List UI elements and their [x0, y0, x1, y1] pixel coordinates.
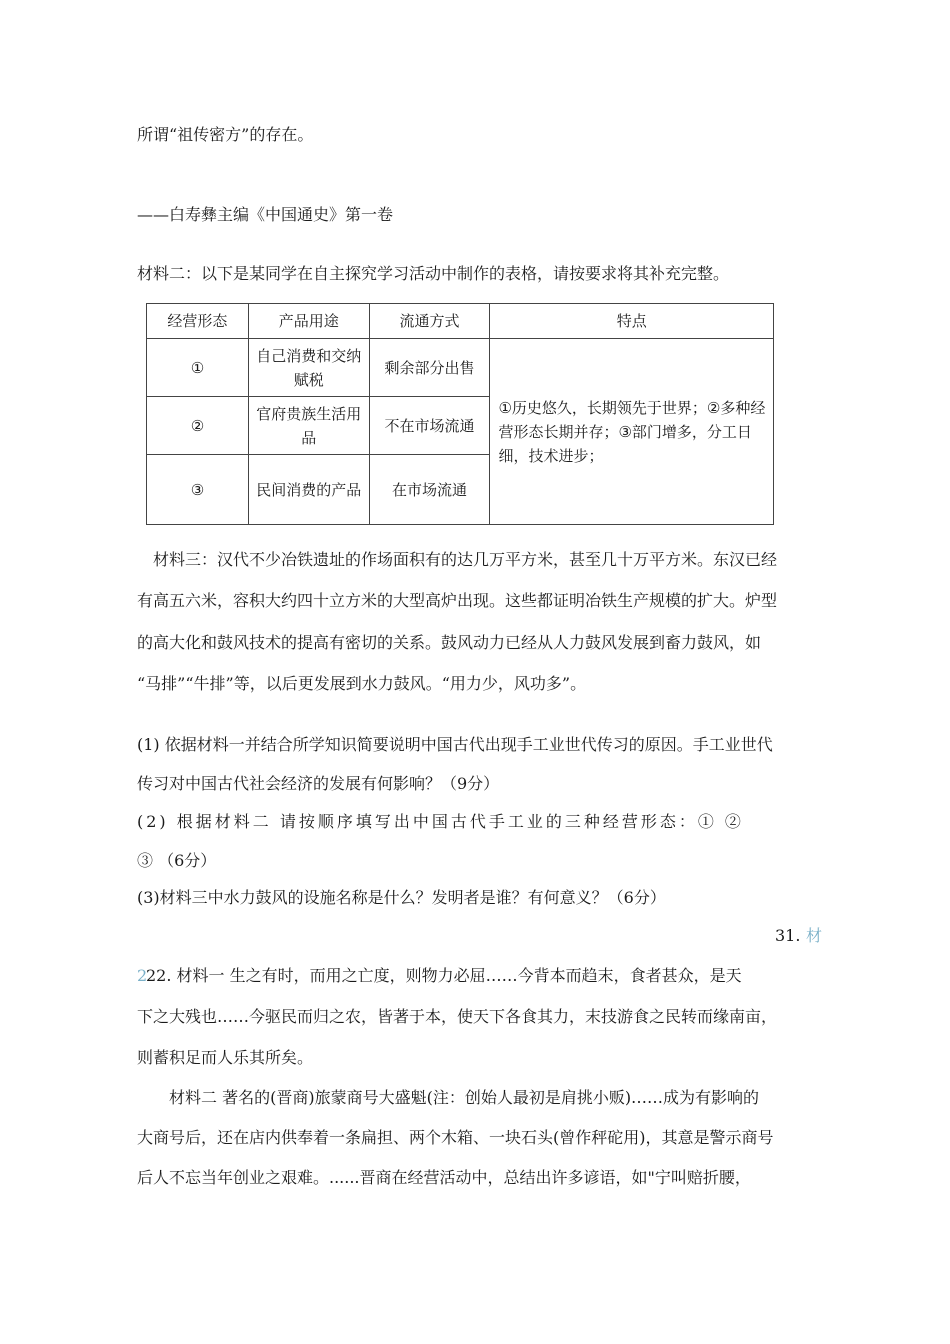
- material-one-line: 下之大残也……今驱民而归之农，皆著于本，使天下各食其力，末技游食之民转而缘南亩，: [137, 1007, 778, 1026]
- material-two-line: 材料二 著名的(晋商)旅蒙商号大盛魁(注：创始人最初是肩挑小贩)……成为有影响的: [169, 1088, 760, 1107]
- material-two-line: 大商号后，还在店内供奉着一条扁担、两个木箱、一块石头(曾作秤砣用)，其意是警示商号: [137, 1128, 774, 1147]
- table-cell-use: 官府贵族生活用品: [248, 397, 369, 455]
- table-cell-circulation: 不在市场流通: [369, 397, 490, 455]
- question-2-cont: ③ （6分）: [137, 851, 217, 870]
- question-1: (1) 依据材料一并结合所学知识简要说明中国古代出现手工业世代传习的原因。手工业世代: [137, 735, 773, 754]
- question-1-cont: 传习对中国古代社会经济的发展有何影响？（9分）: [137, 774, 500, 793]
- material-one-line: 22. 材料一 生之有时，而用之亡度，则物力必屈……今背本而趋末，食者甚众，是天: [146, 966, 742, 985]
- question-number: 31.: [775, 926, 801, 945]
- table-cell-use: 民间消费的产品: [248, 455, 369, 525]
- table-header: 特点: [490, 304, 774, 339]
- question-number-fragment: 材: [806, 926, 823, 945]
- material-one-line: 则蓄积足而人乐其所矣。: [137, 1048, 314, 1067]
- table-header: 经营形态: [147, 304, 249, 339]
- question-3: (3)材料三中水力鼓风的设施名称是什么？发明者是谁？有何意义？（6分）: [137, 888, 666, 907]
- table-cell-feature: ①历史悠久，长期领先于世界；②多种经营形态长期并存；③部门增多，分工日细，技术进步；: [490, 339, 774, 525]
- table-cell-form: ③: [147, 455, 249, 525]
- material-three-line: 材料三：汉代不少冶铁遗址的作场面积有的达几万平方米，甚至几十万平方米。东汉已经: [153, 550, 778, 569]
- text-line: 所谓“祖传密方”的存在。: [137, 125, 314, 144]
- table-header: 产品用途: [248, 304, 369, 339]
- question-2: (2) 根据材料二 请按顺序填写出中国古代手工业的三种经营形态：① ②: [137, 812, 744, 831]
- table-header: 流通方式: [369, 304, 490, 339]
- material-three-line: 有高五六米，容积大约四十立方米的大型高炉出现。这些都证明冶铁生产规模的扩大。炉型: [137, 591, 778, 610]
- question-number-fragment: 2: [137, 966, 148, 985]
- handicraft-table: [146, 303, 774, 525]
- material-two-intro: 材料二：以下是某同学在自主探究学习活动中制作的表格，请按要求将其补充完整。: [137, 264, 730, 283]
- table-cell-circulation: 剩余部分出售: [369, 339, 490, 397]
- table-cell-use: 自己消费和交纳赋税: [248, 339, 369, 397]
- material-three-line: 的高大化和鼓风技术的提高有密切的关系。鼓风动力已经从人力鼓风发展到畜力鼓风，如: [137, 633, 762, 652]
- table-cell-form: ①: [147, 339, 249, 397]
- table-cell-circulation: 在市场流通: [369, 455, 490, 525]
- source-citation: ——白寿彝主编《中国通史》第一卷: [137, 205, 394, 224]
- material-three-line: “马排”“牛排”等，以后更发展到水力鼓风。“用力少，风功多”。: [137, 674, 587, 693]
- table-cell-form: ②: [147, 397, 249, 455]
- material-two-line: 后人不忘当年创业之艰难。......晋商在经营活动中，总结出许多谚语，如"宁叫赔折腰，: [137, 1168, 751, 1187]
